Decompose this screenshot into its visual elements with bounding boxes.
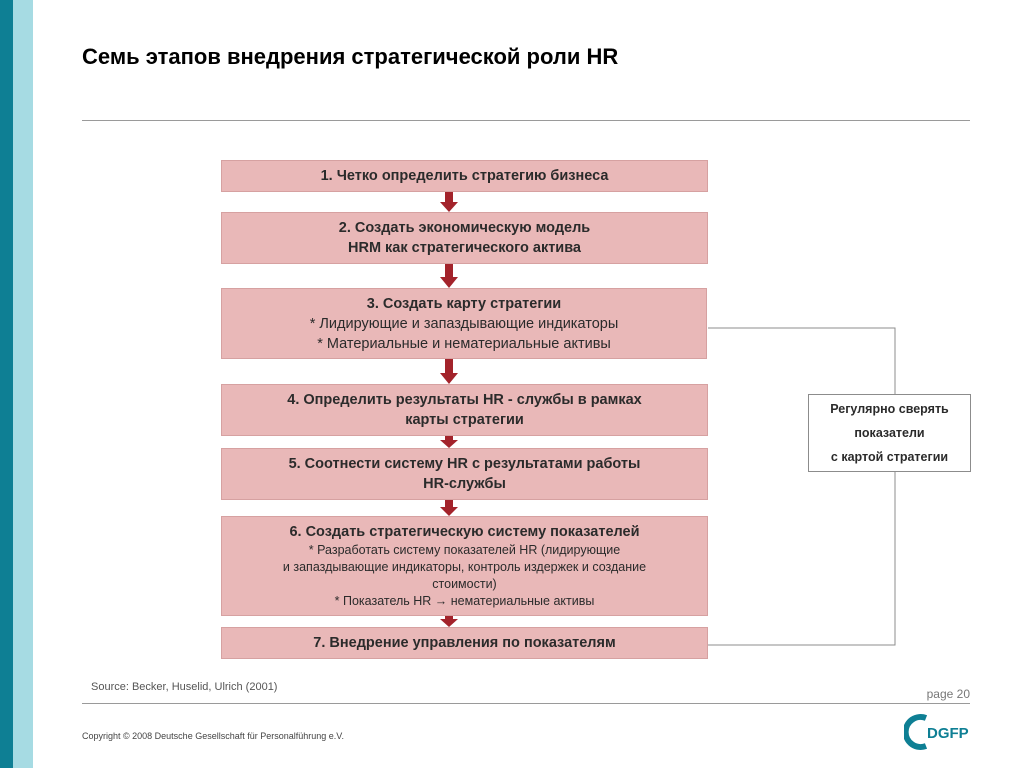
step-1-title: 1. Четко определить стратегию бизнеса (320, 168, 609, 184)
step-6-line-4: * Показатель HR → нематериальные активы (334, 594, 595, 608)
step-4-title-line2: карты стратегии (405, 412, 524, 428)
step-6-line-2: и запаздывающие индикаторы, контроль издержек и создание (282, 560, 647, 574)
arrow-down-icon (440, 192, 458, 212)
step-6-title: 6. Создать стратегическую систему показателей (289, 524, 640, 540)
slide-title: Семь этапов внедрения стратегической роли HR (82, 44, 619, 69)
step-2 (221, 212, 708, 264)
logo-text: DGFP (927, 725, 969, 742)
side-note-line-3: с картой стратегии (830, 450, 949, 464)
step-6-line-1: * Разработать систему показателей HR (лидирующие (308, 543, 621, 557)
arrow-down-icon (440, 616, 458, 627)
step-2-title-line2: HRM как стратегического актива (348, 240, 581, 256)
dgfp-logo (904, 712, 972, 752)
page-number: page 20 (926, 687, 970, 701)
step-6-line-3: стоимости) (432, 577, 497, 591)
step-3-title: 3. Создать карту стратегии (366, 295, 562, 312)
step-5-title-line2: HR-службы (423, 476, 506, 492)
side-note-box (808, 394, 971, 472)
arrow-down-icon (440, 500, 458, 516)
step-2-title: 2. Создать экономическую модель (338, 220, 591, 236)
footer-divider (82, 703, 970, 704)
step-5 (221, 448, 708, 500)
step-4-title: 4. Определить результаты HR - службы в рамках (287, 392, 642, 408)
copyright-text: Copyright © 2008 Deutsche Gesellschaft für Personalführung e.V. (82, 731, 344, 741)
step-7 (221, 627, 708, 659)
step-3 (221, 288, 707, 359)
step-5-title: 5. Соотнести систему HR с результатами работы (288, 456, 641, 472)
arrow-down-icon (440, 436, 458, 448)
source-note: Source: Becker, Huselid, Ulrich (2001) (91, 681, 278, 693)
side-note-line-2: показатели (854, 426, 925, 440)
arrow-down-icon (440, 359, 458, 384)
side-note-line-1: Регулярно сверять (830, 402, 949, 416)
step-3-line-2: * Материальные и нематериальные активы (317, 335, 611, 352)
step-1 (221, 160, 708, 192)
step-6 (221, 516, 708, 616)
step-7-title: 7. Внедрение управления по показателям (313, 635, 616, 651)
step-4 (221, 384, 708, 436)
step-3-line-1: * Лидирующие и запаздывающие индикаторы (309, 315, 619, 332)
arrow-down-icon (440, 264, 458, 288)
